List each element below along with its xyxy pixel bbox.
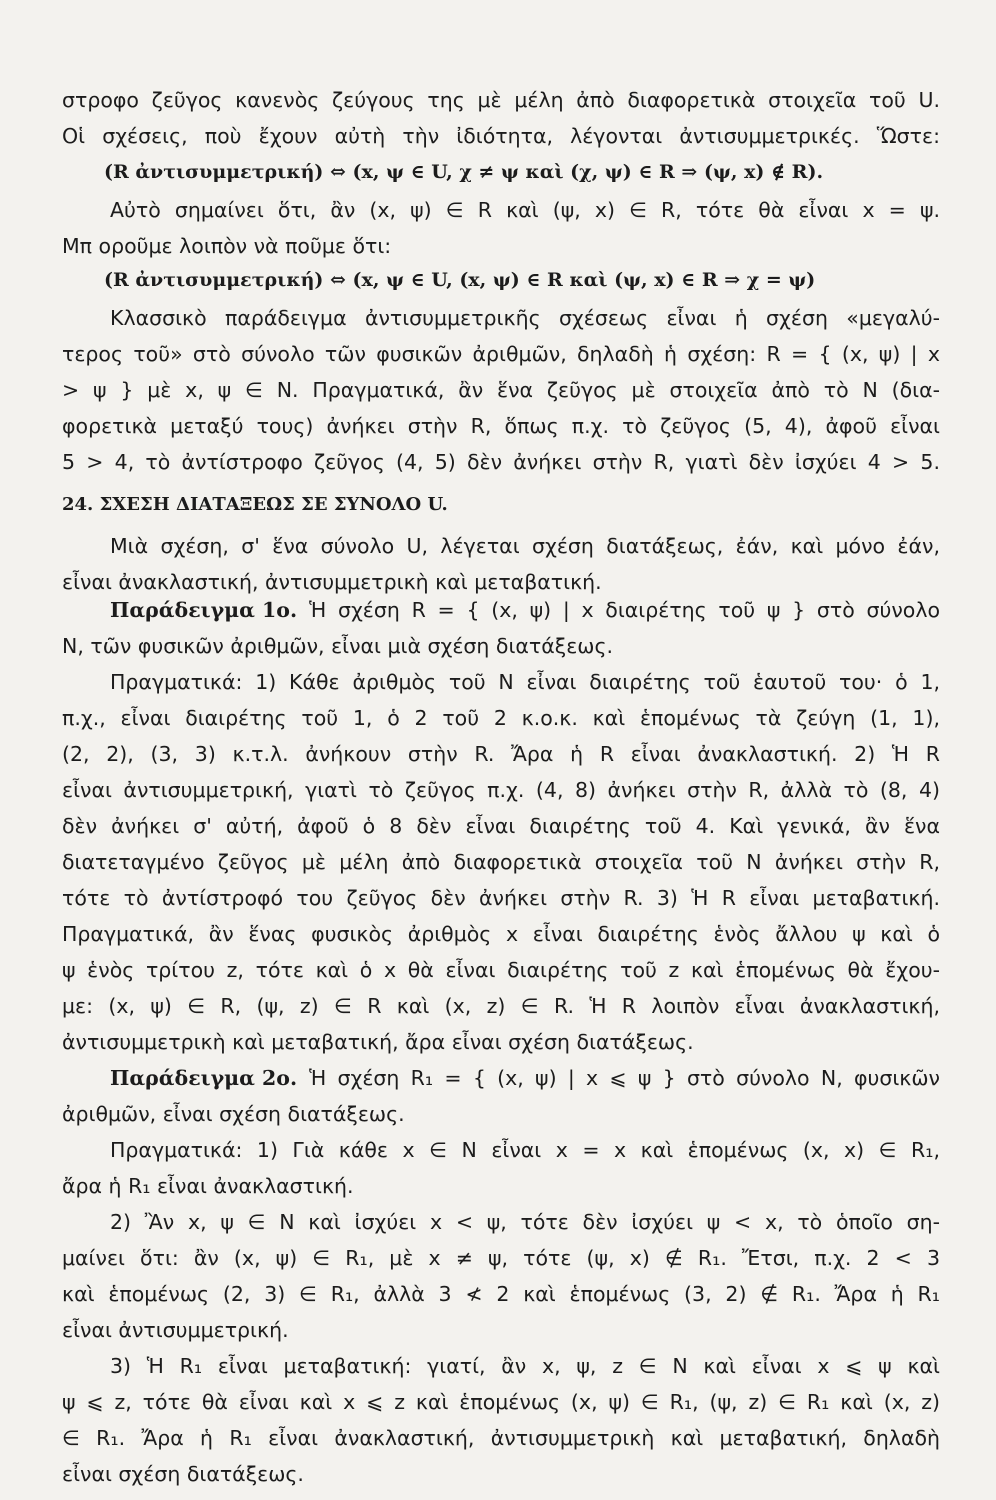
text-line-24: ψ ἑνὸς τρίτου z, τότε καὶ ὁ x θὰ εἶναι διαιρέτης τοῦ z καὶ ἑπομένως θὰ ἔχου-	[62, 958, 940, 982]
text-line-28: ἀριθμῶν, εἶναι σχέση διατάξεως.	[62, 1102, 405, 1126]
text-line-11: 5 > 4, τὸ ἀντίστροφο ζεῦγος (4, 5) δὲν ἀνήκει στὴν R, γιατὶ δὲν ἰσχύει 4 > 5.	[62, 450, 940, 474]
text-line-2: Οἱ σχέσεις, ποὺ ἔχουν αὐτὴ τὴν ἰδιότητα, λέγονται ἀντισυμμετρικές. Ὥστε:	[62, 124, 940, 148]
example-2-label: Παράδειγμα 2ο.	[110, 1066, 298, 1090]
example-1-label: Παράδειγμα 1ο.	[110, 598, 298, 622]
text-line-5: Μπ οροῦμε λοιπὸν νὰ ποῦμε ὅτι:	[62, 234, 392, 258]
text-line-37: ∈ R₁. Ἄρα ἡ R₁ εἶναι ἀνακλαστική, ἀντισυμμετρικὴ καὶ μεταβατική, δηλαδὴ	[62, 1426, 940, 1450]
text-line-21: διατεταγμένο ζεῦγος μὲ μέλη ἀπὸ διαφορετικὰ στοιχεῖα τοῦ N ἀνήκει στὴν R,	[62, 850, 940, 874]
text-line-1: στροφο ζεῦγος κανενὸς ζεύγους της μὲ μέλη ἀπὸ διαφορετικὰ στοιχεῖα τοῦ U.	[62, 88, 940, 112]
text-line-20: δὲν ἀνήκει σ' αὐτή, ἀφοῦ ὁ 8 δὲν εἶναι διαιρέτης τοῦ 4. Καὶ γενικά, ἂν ἕνα	[62, 814, 940, 838]
text-line-35: 3) Ἡ R₁ εἶναι μεταβατική: γιατί, ἂν x, ψ, z ∈ N καὶ εἶναι x ⩽ ψ καὶ	[110, 1354, 940, 1378]
text-line-26: ἀντισυμμετρικὴ καὶ μεταβατική, ἄρα εἶναι σχέση διατάξεως.	[62, 1030, 694, 1054]
text-line-18: (2, 2), (3, 3) κ.τ.λ. ἀνήκουν στὴν R. Ἄρα ἡ R εἶναι ἀνακλαστική. 2) Ἡ R	[62, 742, 940, 766]
text-line-32: μαίνει ὅτι: ἂν (x, ψ) ∈ R₁, μὲ x ≠ ψ, τότε (ψ, x) ∉ R₁. Ἔτσι, π.χ. 2 < 3	[62, 1246, 940, 1270]
formula-antisymmetric-1: (R ἀντισυμμετρική) ⇔ (x, ψ ∈ U, χ ≠ ψ καὶ (χ, ψ) ∈ R ⇒ (ψ, x) ∉ R).	[104, 161, 824, 183]
example-2-line	[110, 1064, 940, 1092]
text-line-19: εἶναι ἀντισυμμετρική, γιατὶ τὸ ζεῦγος π.χ. (4, 8) ἀνήκει στὴν R, ἀλλὰ τὸ (8, 4)	[62, 778, 940, 802]
text-line-22: τότε τὸ ἀντίστροφό του ζεῦγος δὲν ἀνήκει στὴν R. 3) Ἡ R εἶναι μεταβατική.	[62, 886, 940, 910]
text-line-29: Πραγματικά: 1) Γιὰ κάθε x ∈ N εἶναι x = x καὶ ἑπομένως (x, x) ∈ R₁,	[110, 1138, 940, 1162]
text-line-38: εἶναι σχέση διατάξεως.	[62, 1462, 304, 1486]
text-line-36: ψ ⩽ z, τότε θὰ εἶναι καὶ x ⩽ z καὶ ἑπομένως (x, ψ) ∈ R₁, (ψ, z) ∈ R₁ καὶ (x, z)	[62, 1390, 940, 1414]
section-heading: 24. ΣΧΕΣΗ ΔΙΑΤΑΞΕΩΣ ΣΕ ΣΥΝΟΛΟ U.	[62, 494, 448, 515]
text-line-12: Μιὰ σχέση, σ' ἕνα σύνολο U, λέγεται σχέση διατάξεως, ἐάν, καὶ μόνο ἐάν,	[110, 534, 940, 558]
text-line-34: εἶναι ἀντισυμμετρική.	[62, 1318, 289, 1342]
text-line-23: Πραγματικά, ἂν ἕνας φυσικὸς ἀριθμὸς x εἶναι διαιρέτης ἑνὸς ἄλλου ψ καὶ ὁ	[62, 922, 940, 946]
text-line-8: τερος τοῦ» στὸ σύνολο τῶν φυσικῶν ἀριθμῶν, δηλαδὴ ἡ σχέση: R = { (x, ψ) | x	[62, 342, 940, 366]
text-line-7: Κλασσικὸ παράδειγμα ἀντισυμμετρικῆς σχέσεως εἶναι ἡ σχέση «μεγαλύ-	[110, 306, 940, 330]
text-line-15: N, τῶν φυσικῶν ἀριθμῶν, εἶναι μιὰ σχέση διατάξεως.	[62, 634, 614, 658]
text-line-27: Ἡ σχέση R₁ = { (x, ψ) | x ⩽ ψ } στὸ σύνολο N, φυσικῶν	[309, 1066, 940, 1090]
text-line-9: > ψ } μὲ x, ψ ∈ N. Πραγματικά, ἂν ἕνα ζεῦγος μὲ στοιχεῖα ἀπὸ τὸ N (δια-	[62, 378, 940, 402]
text-line-14: Ἡ σχέση R = { (x, ψ) | x διαιρέτης τοῦ ψ } στὸ σύνολο	[309, 598, 940, 622]
text-line-25: με: (x, ψ) ∈ R, (ψ, z) ∈ R καὶ (x, z) ∈ R. Ἡ R λοιπὸν εἶναι ἀνακλαστική,	[62, 994, 940, 1018]
text-line-33: καὶ ἑπομένως (2, 3) ∈ R₁, ἀλλὰ 3 ≮ 2 καὶ ἑπομένως (3, 2) ∉ R₁. Ἄρα ἡ R₁	[62, 1282, 940, 1306]
example-1-line	[110, 596, 940, 624]
text-line-16: Πραγματικά: 1) Κάθε ἀριθμὸς τοῦ N εἶναι διαιρέτης τοῦ ἑαυτοῦ του· ὁ 1,	[110, 670, 940, 694]
formula-antisymmetric-2: (R ἀντισυμμετρική) ⇔ (x, ψ ∈ U, (x, ψ) ∈ R καὶ (ψ, x) ∈ R ⇒ χ = ψ)	[104, 269, 816, 291]
text-line-13: εἶναι ἀνακλαστική, ἀντισυμμετρικὴ καὶ μεταβατική.	[62, 570, 602, 594]
text-line-30: ἄρα ἡ R₁ εἶναι ἀνακλαστική.	[62, 1174, 354, 1198]
text-line-10: φορετικὰ μεταξύ τους) ἀνήκει στὴν R, ὅπως π.χ. τὸ ζεῦγος (5, 4), ἀφοῦ εἶναι	[62, 414, 940, 438]
text-line-4: Αὐτὸ σημαίνει ὅτι, ἂν (x, ψ) ∈ R καὶ (ψ, x) ∈ R, τότε θὰ εἶναι x = ψ.	[110, 198, 940, 222]
text-line-17: π.χ., εἶναι διαιρέτης τοῦ 1, ὁ 2 τοῦ 2 κ.ο.κ. καὶ ἑπομένως τὰ ζεύγη (1, 1),	[62, 706, 940, 730]
text-line-31: 2) Ἂν x, ψ ∈ N καὶ ἰσχύει x < ψ, τότε δὲν ἰσχύει ψ < x, τὸ ὁποῖο ση-	[110, 1210, 940, 1234]
